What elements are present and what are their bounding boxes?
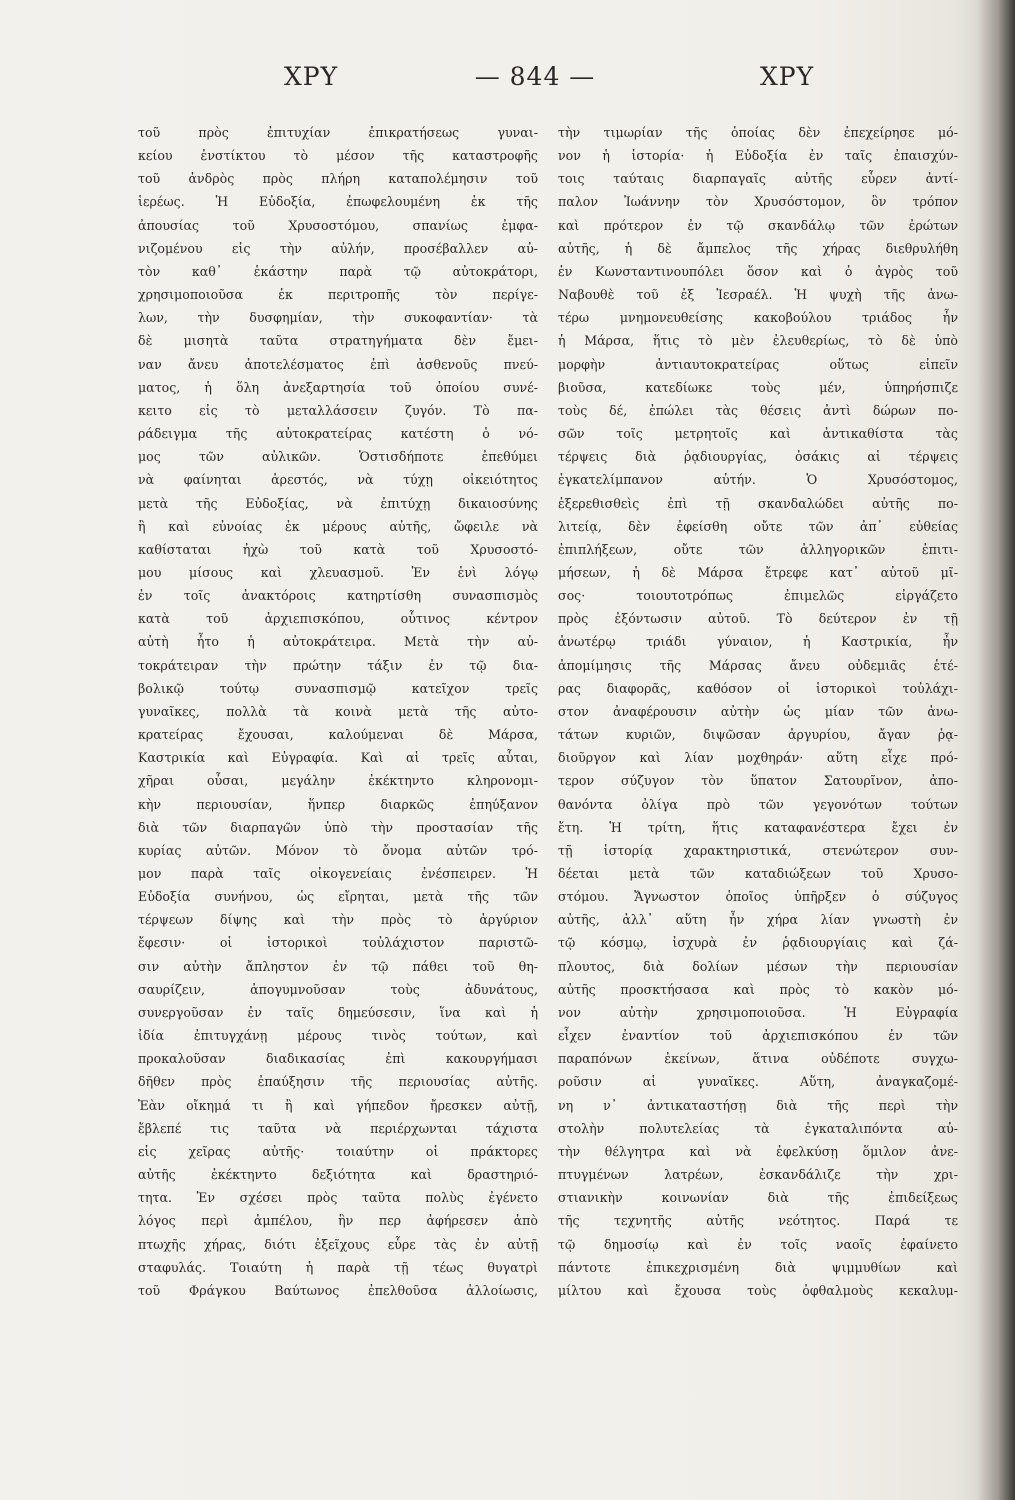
page-fold-shadow (977, 0, 1015, 1500)
text-line: τάτων κυριῶν, διψῶσαν ἀργυρίου, ἄγαν ῥᾳ- (558, 727, 958, 743)
text-line: ἱερέως. Ἡ Εὐδοξία, ἐπωφελουμένη ἐκ τῆς (138, 194, 538, 210)
text-line: νον αὐτὴν χρησιμοποιοῦσα. Ἡ Εὐγραφία (558, 1004, 958, 1020)
text-line: ράδειγμα τῆς αὐτοκρατείρας κατέστη ὁ νό- (138, 426, 538, 442)
text-line: ἐν Κωνσταντινουπόλει ὅσον καὶ ὁ ἀγρὸς τοῦ (558, 263, 958, 279)
text-line: παραπόνων ἐκείνων, ἅτινα οὐδέποτε συγχω- (558, 1051, 958, 1067)
text-line: συνεργοῦσαν ἐν ταῖς δημεύσεσιν, ἵνα καὶ ἡ (138, 1004, 538, 1020)
text-line: ἐν τοῖς ἀνακτόροις κατηρτίσθη συνασπισμὸς (138, 588, 538, 604)
text-line: χῆραι οὖσαι, μεγάλην ἐκέκτηντο κληρονομι- (138, 773, 538, 789)
text-line: νη ν᾽ ἀντικαταστήσῃ διὰ τῆς περὶ τὴν (558, 1097, 958, 1113)
text-line: κείου ἐνστίκτου τὸ μέσον τῆς καταστροφῆς (138, 148, 538, 164)
text-line: τῷ δημοσίῳ καὶ ἐν τοῖς ναοῖς ἐφαίνετο (558, 1236, 958, 1252)
left-text-column (138, 121, 538, 1302)
text-line: τὸν καθ᾽ ἑκάστην παρὰ τῷ αὐτοκράτορι, (138, 263, 538, 279)
text-line: κρατείρας ἔχουσαι, καλούμεναι δὲ Μάρσα, (138, 727, 538, 743)
page-number: — 844 — (474, 62, 596, 91)
text-line: νιζομένου εἰς τὴν αὐλήν, προσέβαλλεν αὐ- (138, 240, 538, 256)
text-line: στιανικὴν κοινωνίαν διὰ τῆς ἐπιδείξεως (558, 1190, 958, 1206)
text-line: αὐτῆς, ἡ δὲ ἄμπελος τῆς χήρας διεθρυλήθη (558, 240, 958, 256)
text-line: σιν αὐτὴν ἄπληστον ἐν τῷ πάθει τοῦ θη- (138, 958, 538, 974)
text-line: δῆθεν πρὸς ἐπαύξησιν τῆς περιουσίας αὐτῆς. (138, 1074, 538, 1090)
text-line: λων, τὴν δυσφημίαν, τὴν συκοφαντίαν· τὰ (138, 310, 538, 326)
text-line: μον παρὰ ταῖς οἰκογενείαις ἐνέσπειρεν. Ἡ (138, 866, 538, 881)
text-line: αὐτὴ ἦτο ἡ αὐτοκράτειρα. Μετὰ τὴν αὐ- (138, 634, 538, 650)
text-line: κατὰ τοῦ ἀρχιεπισκόπου, οὗτινος κέντρον (138, 611, 538, 627)
text-line: νὰ φαίνηται ἀρεστός, νὰ τύχῃ οἰκειότητος (138, 472, 538, 488)
text-line: ἡ Μάρσα, ἥτις τὸ μὲν ἐλευθερίως, τὸ δὲ ὑπὸ (558, 333, 958, 349)
text-line: ἀπομίμησις τῆς Μάρσας ἄνευ οὐδεμιᾶς ἑτέ- (558, 657, 958, 673)
text-line: τοὺς δέ, ἐπώλει τὰς θέσεις ἀντὶ δώρων πο- (558, 402, 958, 418)
text-line: τῷ κόσμῳ, ἰσχυρὰ ἐν ῥᾳδιουργίαις καὶ ζά- (558, 935, 958, 951)
text-line: στόμου. Ἄγνωστον ὁποῖος ὑπῆρξεν ὁ σύζυγος (558, 889, 958, 905)
text-line: ροῦσιν αἱ γυναῖκες. Αὕτη, ἀναγκαζομέ- (558, 1074, 958, 1090)
text-line: ἐξερεθισθεὶς ἐπὶ τῇ σκανδαλώδει αὐτῆς πο- (558, 495, 958, 511)
text-line: ἀπουσίας τοῦ Χρυσοστόμου, σπανίως ἐμφα- (138, 217, 538, 233)
text-line: λιτείᾳ, δὲν ἐφείσθη οὔτε τῶν ἀπ᾽ εὐθείας (558, 518, 958, 534)
running-header (110, 62, 950, 102)
text-line: τέρω μνημονευθείσης κακοβούλου τριάδος ἦν (558, 310, 958, 326)
text-line: δὲ μισητὰ ταῦτα στρατηγήματα δὲν ἔμει- (138, 333, 538, 349)
text-line: τέρψεις διὰ ῥᾳδιουργίας, ὁσάκις αἱ τέρψεις (558, 449, 958, 465)
text-line: ἔβλεπέ τις ταῦτα νὰ περιέρχωνται τάχιστα (138, 1120, 538, 1136)
text-line: διοῦργον καὶ λίαν μοχθηράν· αὕτη εἶχε πρό- (558, 750, 958, 766)
text-line: σαυρίζειν, ἀπογυμνοῦσαν τοὺς ἀδυνάτους, (138, 981, 538, 997)
text-line: Καστρικία καὶ Εὐγραφία. Καὶ αἱ τρεῖς αὗται, (138, 750, 538, 766)
text-line: ἀνωτέρῳ τριάδι γύναιον, ἡ Καστρικία, ἦν (558, 634, 958, 650)
text-line: Ἐὰν οἴκημά τι ἢ καὶ γήπεδον ἤρεσκεν αὐτῇ, (138, 1097, 538, 1113)
text-line: εἶχεν ἐναντίον τοῦ ἀρχιεπισκόπου ἐν τῶν (558, 1028, 958, 1044)
text-line: ἔφεσιν· οἱ ἱστορικοὶ τοὐλάχιστον παριστῶ- (138, 935, 538, 951)
text-line: εἰς χεῖρας αὐτῆς· τοιαύτην οἱ πράκτορες (138, 1143, 538, 1159)
text-line: τὴν τιμωρίαν τῆς ὁποίας δὲν ἐπεχείρησε μό- (558, 125, 958, 140)
text-line: βιοῦσα, κατεδίωκε τοὺς μέν, ὑπηρήσπιζε (558, 379, 958, 395)
text-line: κειτο εἰς τὸ μεταλλάσσειν ζυγόν. Τὸ πα- (138, 402, 538, 418)
text-line: μετὰ τῆς Εὐδοξίας, νὰ ἐπιτύχῃ δικαιοσύνης (138, 495, 538, 511)
text-line: μήσεων, ἡ δὲ Μάρσα ἔτρεφε κατ᾽ αὐτοῦ μῖ- (558, 564, 958, 580)
text-line: ἢ καὶ εὐνοίας ἐκ μέρους αὐτῆς, ὤφειλε νὰ (138, 518, 538, 534)
text-line: παλον Ἰωάννην τὸν Χρυσόστομον, ὃν τρόπον (558, 194, 958, 210)
text-line: χρησιμοποιοῦσα ἐκ περιτροπῆς τὸν περίγε- (138, 287, 538, 303)
text-line: τοῦ ἀνδρὸς πρὸς πλήρη καταπολέμησιν τοῦ (138, 171, 538, 187)
text-line: νον ἡ ἱστορία· ἡ Εὐδοξία ἐν ταῖς ἐπαισχύν- (558, 148, 958, 164)
text-line: τοῦ πρὸς ἐπιτυχίαν ἐπικρατήσεως γυναι- (138, 125, 538, 140)
text-line: αὐτῆς ἐκέκτηντο δεξιότητα καὶ δραστηριό- (138, 1167, 538, 1183)
text-line: προκαλοῦσαν διαδικασίας ἐπὶ κακουργήμασι (138, 1051, 538, 1067)
text-line: καὶ πρότερον ἐν τῷ σκανδάλῳ τῶν ἐρώτων (558, 217, 958, 233)
text-line: τῇ ἱστορίᾳ χαρακτηριστικά, στενώτερον συν- (558, 842, 958, 858)
text-line: μίλτου καὶ ἔχουσα τοὺς ὀφθαλμοὺς κεκαλυμ- (558, 1282, 958, 1298)
text-line: ἔτη. Ἡ τρίτη, ἥτις καταφανέστερα ἔχει ἐν (558, 819, 958, 835)
text-line: αὐτῆς προσκτήσασα καὶ πρὸς τὸ κακὸν μό- (558, 981, 958, 997)
text-line: θανόντα ὀλίγα πρὸ τῶν γεγονότων τούτων (558, 796, 958, 812)
text-line: τοκράτειραν τὴν πρώτην τάξιν ἐν τῷ δια- (138, 657, 538, 673)
text-line: βολικῷ τούτῳ συνασπισμῷ κατεῖχον τρεῖς (138, 680, 538, 696)
header-left-abbrev: ΧΡΥ (284, 62, 339, 91)
text-line: πλουτος, διὰ δολίων μέσων τὴν περιουσίαν (558, 958, 958, 974)
text-line: γυναῖκες, πολλὰ τὰ κοινὰ μετὰ τῆς αὐτο- (138, 703, 538, 719)
text-line: ἰδία ἐπιτυγχάνῃ μέρους τινὸς τούτων, καὶ (138, 1028, 538, 1044)
text-line: Ναβουθὲ τοῦ ἐξ Ἰεσραέλ. Ἡ ψυχὴ τῆς ἀνω- (558, 287, 958, 303)
text-line: στολὴν πολυτελείας τὰ ἐγκαταλιπόντα αὐ- (558, 1120, 958, 1136)
text-line: τητα. Ἐν σχέσει πρὸς ταῦτα πολὺς ἐγένετο (138, 1190, 538, 1206)
text-line: τέρψεων δίψης καὶ τὴν πρὸς τὸ ἀργύριον (138, 912, 538, 928)
text-line: καθίσταται ἠχὼ τοῦ κατὰ τοῦ Χρυσοστό- (138, 541, 538, 557)
text-line: μος τῶν αὐλικῶν. Ὁστισδήποτε ἐπεθύμει (138, 449, 538, 465)
text-line: Εὐδοξία συνήνου, ὡς εἴρηται, μετὰ τῆς τῶν (138, 889, 538, 905)
text-line: κυρίας αὐτῶν. Μόνον τὸ ὄνομα αὐτῶν τρό- (138, 842, 538, 858)
text-line: ματος, ἡ ὅλη ἀνεξαρτησία τοῦ ὁποίου συνέ- (138, 379, 538, 395)
text-line: πτωχῆς χήρας, διότι ἐξεῖχους εὗρε τὰς ἐν αὐτῇ (138, 1236, 538, 1252)
text-line: μου μίσους καὶ χλευασμοῦ. Ἐν ἑνὶ λόγῳ (138, 564, 538, 580)
text-line: ρας διαφορᾶς, καθόσον οἱ ἱστορικοὶ τοὐλάχι- (558, 680, 958, 696)
text-line: διὰ τῶν διαρπαγῶν ὑπὸ τὴν προστασίαν τῆς (138, 819, 538, 835)
text-line: πτυγμένων λατρέων, ἐσκανδάλιζε τὴν χρι- (558, 1167, 958, 1183)
header-right-abbrev: ΧΡΥ (760, 62, 815, 91)
text-line: ἐπιπλήξεων, οὔτε τῶν ἀλληγορικῶν ἐπιτι- (558, 541, 958, 557)
text-line: ναν ἄνευ ἀποτελέσματος ἐπὶ ἀσθενοῦς πνεύ- (138, 356, 538, 372)
text-line: κὴν περιουσίαν, ἥνπερ διαρκῶς ἐπηύξανον (138, 796, 538, 812)
text-line: δέεται μετὰ τῶν καταδιώξεων τοῦ Χρυσο- (558, 866, 958, 881)
text-line: πρὸς ἐξόντωσιν αὐτοῦ. Τὸ δεύτερον ἐν τῇ (558, 611, 958, 627)
text-line: στον ἀναφέρουσιν αὐτὴν ὡς μίαν τῶν ἀνω- (558, 703, 958, 719)
text-line: τερον σύζυγον τὸν ὕπατον Σατουρῖνον, ἀπο- (558, 773, 958, 789)
text-line: σταφυλάς. Τοιαύτη ἡ παρὰ τῇ τέως θυγατρὶ (138, 1259, 538, 1275)
text-line: τοῦ Φράγκου Βαύτωνος ἐπελθοῦσα ἀλλοίωσις, (138, 1282, 538, 1298)
text-line: αὐτῆς, ἀλλ᾽ αὕτη ἦν χήρα λίαν γνωστὴ ἐν (558, 912, 958, 928)
text-line: ἐγκατελίμπανον αὐτήν. Ὁ Χρυσόστομος, (558, 472, 958, 488)
right-text-column (558, 121, 958, 1302)
text-line: τὴν θέλγητρα καὶ νὰ ἐφελκύσῃ ὅμιλον ἀνε- (558, 1143, 958, 1159)
text-line: πάντοτε ἐπικεχρισμένη διὰ ψιμμυθίων καὶ (558, 1259, 958, 1275)
text-line: μορφὴν ἀντιαυτοκρατείρας οὕτως εἰπεῖν (558, 356, 958, 372)
text-line: τοις ταύταις διαρπαγαῖς αὐτῆς εὗρεν ἀντί- (558, 171, 958, 187)
text-line: τῆς τεχνητῆς αὐτῆς νεότητος. Παρά τε (558, 1213, 958, 1229)
text-line: λόγος περὶ ἀμπέλου, ἣν περ ἀφήρεσεν ἀπὸ (138, 1213, 538, 1229)
text-line: σῶν τοῖς μετρητοῖς καὶ ἀντικαθίστα τὰς (558, 426, 958, 442)
text-line: σος· τοιουτοτρόπως ἐπιμελῶς εἰργάζετο (558, 588, 958, 604)
